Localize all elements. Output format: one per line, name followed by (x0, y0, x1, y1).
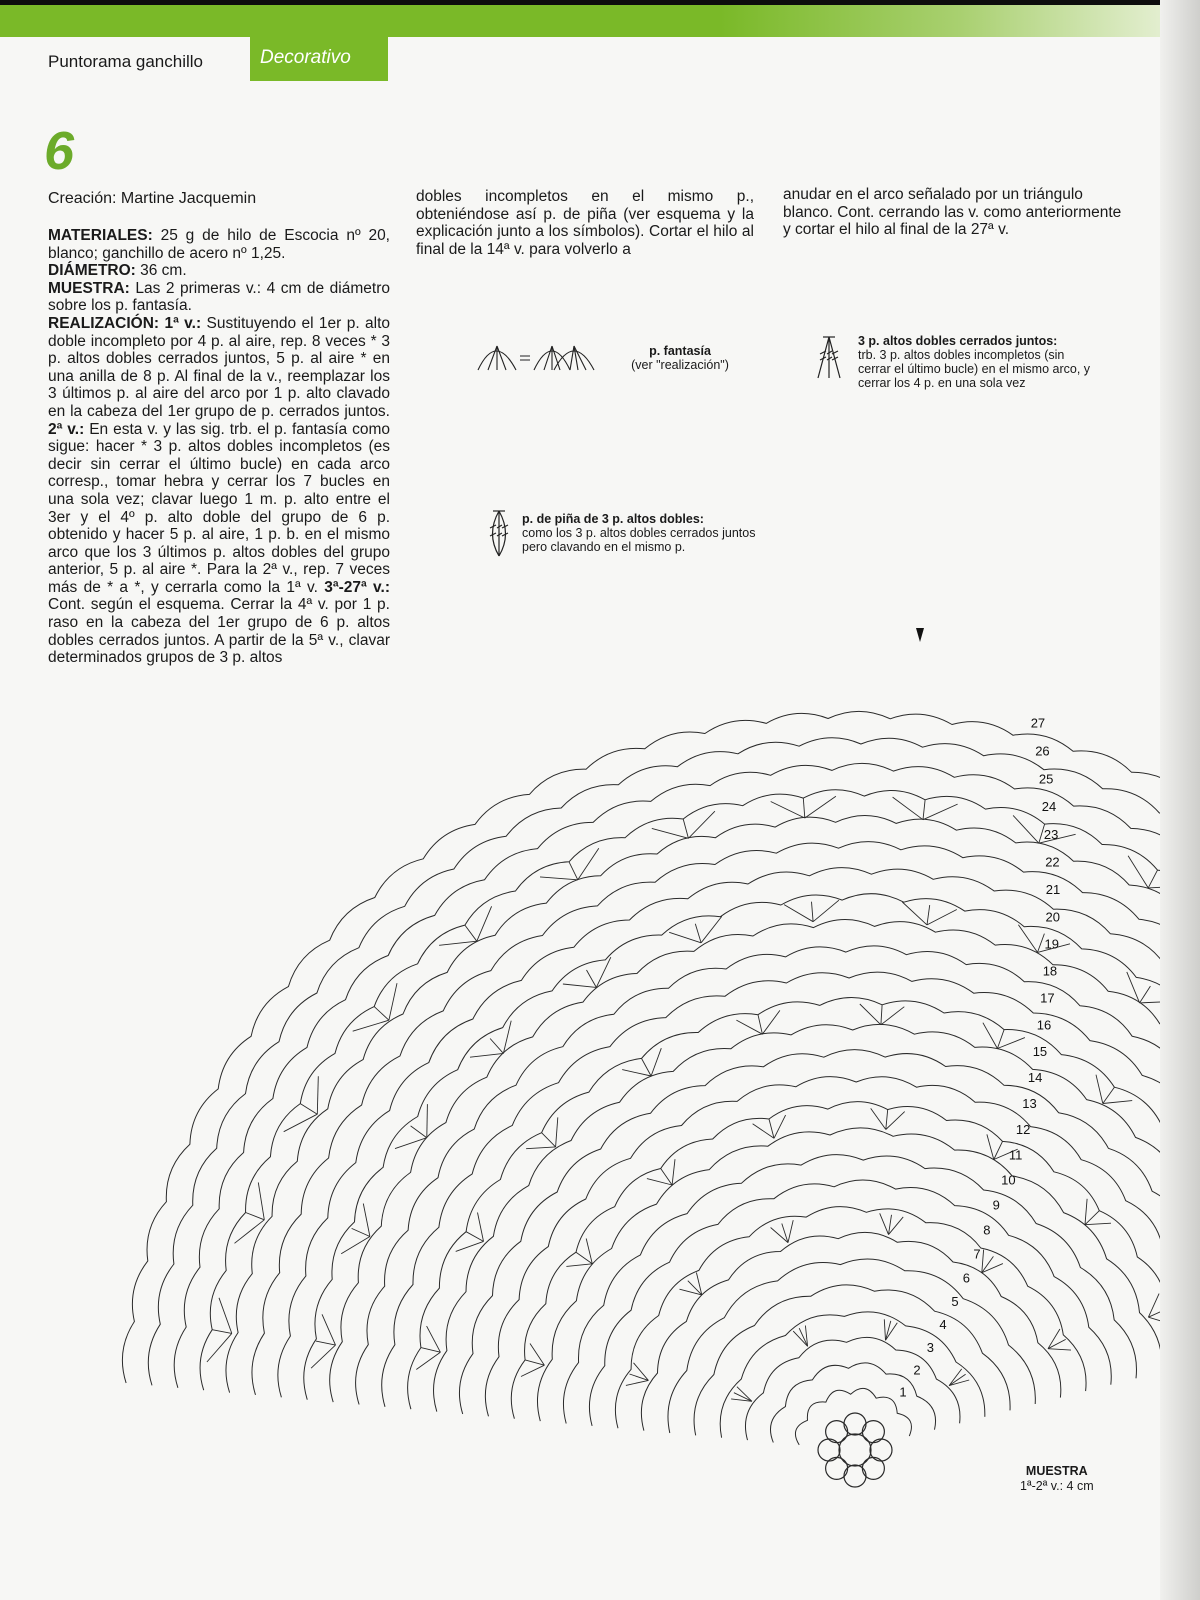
round-label: 17 (1040, 990, 1055, 1006)
pineapple-stitch-icon (484, 508, 514, 560)
legend-cluster-text: trb. 3 p. altos dobles incompletos (sin cerrar el último bucle) en el mismo arco, y cerrar los 4 p. en una sola vez (858, 348, 1091, 390)
rejoin-triangle-icon (916, 628, 924, 642)
stitch-line (803, 798, 805, 818)
round-label: 15 (1032, 1043, 1048, 1059)
stitch-line (871, 1108, 886, 1129)
stitch-line (478, 1213, 484, 1242)
legend-pineapple (522, 512, 772, 554)
stitch-line (762, 1010, 780, 1034)
stitch-line (651, 1048, 661, 1076)
instructions-column-1 (48, 227, 390, 667)
realizacion-paragraph (48, 315, 390, 667)
instructions-column-2 (416, 188, 754, 258)
round-label: 9 (992, 1197, 1000, 1213)
legend-fantasia (620, 344, 740, 372)
stitch-line (317, 1076, 318, 1114)
stitch-line (503, 1021, 511, 1054)
stitch-line (566, 1264, 592, 1267)
stitch-line (881, 1007, 904, 1025)
stitch-line (212, 1330, 232, 1334)
realizacion-text: Sustituyendo el 1er p. alto doble incompleto por 4 p. al aire, rep. 8 veces * 3 p. altos dobles cerrados juntos, 5 p. al aire * en una anilla de 8 p. Al final de la v., reemplazar los 3 últimos p. al aire del arco por 1 p. alto clavado en la cabeza del 1er grupo de p. cerrados juntos. (48, 314, 390, 420)
gauge-note (1020, 1464, 1094, 1494)
stitch-line (949, 1380, 969, 1386)
stitch-line (569, 862, 578, 880)
stitch-line (300, 1104, 317, 1115)
stitch-line (997, 1030, 1004, 1049)
stitch-line (246, 1213, 265, 1220)
stitch-line (880, 1213, 889, 1234)
diametro-label: DIÁMETRO: (48, 262, 136, 280)
stitch-line (893, 797, 923, 820)
stitch-line (927, 910, 957, 925)
stitch-line (1085, 1211, 1099, 1225)
cluster-stitch-icon (814, 334, 844, 382)
stitch-line (542, 1133, 556, 1147)
stitch-line (1048, 1349, 1071, 1350)
stitch-line (886, 1323, 898, 1340)
stitch-line (258, 1182, 264, 1219)
center-petal (862, 1421, 884, 1443)
stitch-line (793, 1331, 807, 1346)
stitch-line (997, 1038, 1025, 1049)
round-label: 2 (913, 1362, 921, 1378)
round-label: 5 (951, 1294, 959, 1309)
v2-label: 2ª v.: (48, 420, 85, 438)
header-band (0, 5, 1200, 37)
stitch-line (983, 1023, 998, 1049)
round-arc-16 (408, 998, 1200, 1410)
stitch-line (923, 800, 925, 820)
legend-fantasia-title: p. fantasía (649, 344, 711, 358)
center-ring (839, 1434, 871, 1466)
stitch-line (427, 1326, 441, 1352)
muestra-paragraph (48, 280, 390, 315)
round-label: 8 (983, 1222, 991, 1238)
col3-text: anudar en el arco señalado por un triángulo blanco. Cont. cerrando las v. como anteriormente y cortar el hilo al final de la 27ª v. (783, 186, 1122, 239)
round-label: 27 (1030, 715, 1046, 731)
round-label: 16 (1036, 1017, 1052, 1033)
stitch-line (683, 819, 688, 838)
legend-cluster-title: 3 p. altos dobles cerrados juntos: (858, 334, 1058, 348)
stitch-line (219, 1298, 232, 1334)
stitch-line (669, 932, 701, 943)
stitch-line (477, 906, 492, 941)
round-label: 24 (1041, 799, 1057, 815)
v3-label: 3ª-27ª v.: (317, 578, 390, 596)
gauge-note-title: MUESTRA (1025, 1464, 1088, 1478)
stitch-line (784, 905, 813, 922)
stitch-line (860, 1004, 881, 1025)
round-arc-9 (589, 1180, 1111, 1426)
publication-title: Puntorama ganchillo (48, 52, 203, 71)
stitch-line (949, 1374, 966, 1385)
credit: Creación: Martine Jacquemin (48, 190, 257, 207)
stitch-line (374, 1007, 389, 1021)
stitch-line (490, 1039, 503, 1054)
stitch-line (982, 1250, 984, 1273)
stitch-line (521, 1365, 544, 1376)
round-label: 1 (899, 1384, 907, 1400)
diametro-paragraph (48, 262, 390, 280)
muestra-label: MUESTRA: (48, 279, 130, 297)
stitch-line (316, 1341, 336, 1345)
section-tab: Decorativo (250, 37, 388, 81)
stitch-line (626, 1380, 649, 1385)
stitch-line (322, 1314, 336, 1345)
instructions-column-3 (783, 186, 1123, 239)
stitch-line (207, 1333, 232, 1362)
stitch-line (813, 900, 839, 922)
chart-center-ring (818, 1413, 892, 1487)
round-arc-24 (200, 790, 1200, 1390)
round-arc-22 (252, 842, 1200, 1395)
realizacion-label: REALIZACIÓN: 1ª v.: (48, 314, 202, 332)
round-label: 18 (1042, 963, 1058, 979)
round-label: 21 (1045, 881, 1061, 897)
round-label: 22 (1045, 854, 1060, 870)
round-arc-18 (356, 946, 1200, 1405)
stitch-line (1013, 815, 1039, 843)
stitch-line (695, 924, 701, 943)
stitch-line (352, 1228, 370, 1236)
stitch-line (886, 1112, 905, 1130)
round-label: 12 (1015, 1121, 1031, 1137)
stitch-line (587, 970, 597, 987)
stitch-line (688, 811, 715, 838)
stitch-line (363, 1204, 370, 1237)
round-label: 6 (962, 1270, 970, 1286)
gauge-note-text: 1ª-2ª v.: 4 cm (1020, 1479, 1094, 1493)
stitch-line (949, 1369, 962, 1386)
stitch-line (987, 1134, 994, 1159)
round-label: 23 (1043, 826, 1059, 842)
stitch-line (389, 983, 397, 1020)
round-label: 20 (1045, 909, 1060, 925)
stitch-line (563, 984, 596, 987)
stitch-line (642, 1058, 652, 1076)
stitch-line (652, 828, 689, 838)
stitch-line (737, 1387, 752, 1402)
stitch-line (1103, 1087, 1115, 1103)
stitch-line (411, 1126, 427, 1138)
stitch-line (886, 1110, 888, 1130)
stitch-line (881, 1005, 882, 1025)
materiales-paragraph (48, 227, 390, 262)
legend-fantasia-note: (ver "realización") (631, 358, 729, 372)
stitch-line (427, 1104, 428, 1138)
stitch-line (812, 902, 814, 922)
round-arc-1 (795, 1388, 911, 1445)
pattern-number: 6 (44, 121, 75, 181)
stitch-line (701, 916, 722, 942)
round-label: 3 (926, 1340, 934, 1355)
round-arc-11 (537, 1128, 1161, 1421)
crochet-chart (0, 620, 1200, 1600)
stitch-line (1085, 1223, 1111, 1225)
v3-text: Cont. según el esquema. Cerrar la 4ª v. por 1 p. raso en la cabeza del 1er grupo de 6 p. altos dobles cerrados juntos. A partir de la 5ª v., clavar determinados grupos de 3 p. altos (48, 596, 390, 667)
round-arc-15 (434, 1024, 1200, 1411)
round-label: 25 (1038, 771, 1054, 787)
stitch-line (672, 1159, 675, 1185)
stitch-line (526, 1147, 556, 1149)
stitch-line (788, 1220, 793, 1242)
stitch-line (416, 1352, 440, 1369)
col2-text: dobles incompletos en el mismo p., obteniéndose así p. de piña (ver esquema y la explicación junto a los símbolos). Cortar el hilo al final de la 14ª v. para volverlo a (416, 188, 754, 258)
stitch-line (805, 796, 836, 818)
round-arc-17 (382, 972, 1200, 1407)
materiales-label: MATERIALES: (48, 227, 153, 244)
stitch-line (771, 802, 805, 819)
round-arc-12 (511, 1102, 1187, 1419)
stitch-line (466, 1232, 483, 1242)
legend-pineapple-title: p. de piña de 3 p. altos dobles: (522, 512, 704, 526)
stitch-line (421, 1348, 441, 1353)
muestra-text: Las 2 primeras v.: 4 cm de diámetro sobre los p. fantasía. (48, 279, 390, 315)
stitch-line (1148, 1294, 1159, 1318)
stitch-line (758, 1015, 762, 1034)
stitch-line (1148, 870, 1157, 888)
stitch-line (1085, 1199, 1087, 1225)
v2-text: En esta v. y las sig. trb. el p. fantasía como sigue: hacer * 3 p. altos dobles incompletos (es decir sin cerrar el último bucle) en cada arco corresp., tomar hebra y cerrar los 7 bucles en una sola vez; clavar luego 1 m. p. alto entre el 3er y el 4º p. alto doble del grupo de 6 p. obtenido y hacer 5 p. al aire, 1 p. b. en el mismo arco que los 3 últimos p. altos dobles del grupo anterior, 5 p. al aire *. Para la 2ª v., rep. 7 veces más de * a *, y cerrarla como la 1ª v. (48, 420, 390, 596)
stitch-line (470, 1053, 503, 1057)
round-label: 26 (1035, 743, 1050, 759)
stitch-line (927, 905, 930, 925)
stitch-line (465, 925, 477, 941)
stitch-line (923, 804, 958, 820)
fantasia-symbol-icon (474, 338, 600, 374)
round-label: 13 (1022, 1096, 1037, 1112)
page-gutter (1160, 0, 1200, 1600)
round-arc-14 (459, 1050, 1200, 1414)
legend-pineapple-text: como los 3 p. altos dobles cerrados juntos pero clavando en el mismo p. (522, 526, 756, 554)
stitch-line (622, 1070, 651, 1076)
stitch-line (556, 1117, 558, 1147)
round-arc-19 (330, 920, 1200, 1403)
diametro-text: 36 cm. (135, 262, 187, 280)
stitch-line (540, 877, 578, 880)
round-label: 7 (973, 1246, 981, 1262)
stitch-line (1140, 986, 1151, 1003)
stitch-line (578, 848, 599, 880)
stitch-line (884, 1319, 885, 1340)
stitch-line (774, 1115, 786, 1138)
stitch-line (1103, 1101, 1132, 1104)
round-label: 4 (939, 1317, 947, 1333)
round-label: 11 (1008, 1147, 1023, 1163)
materiales-text: 25 g de hilo de Escocia nº 20, blanco; ganchillo de acero nº 1,25. (48, 227, 390, 262)
stitch-line (736, 1020, 762, 1034)
legend-cluster (858, 334, 1098, 390)
stitch-line (886, 1321, 891, 1340)
round-label: 19 (1044, 936, 1059, 952)
round-arc-21 (278, 868, 1200, 1398)
stitch-line (1038, 934, 1045, 953)
stitch-line (1128, 856, 1148, 888)
round-label: 14 (1027, 1070, 1043, 1086)
stitch-line (1096, 1075, 1103, 1104)
round-label: 10 (1001, 1172, 1016, 1188)
